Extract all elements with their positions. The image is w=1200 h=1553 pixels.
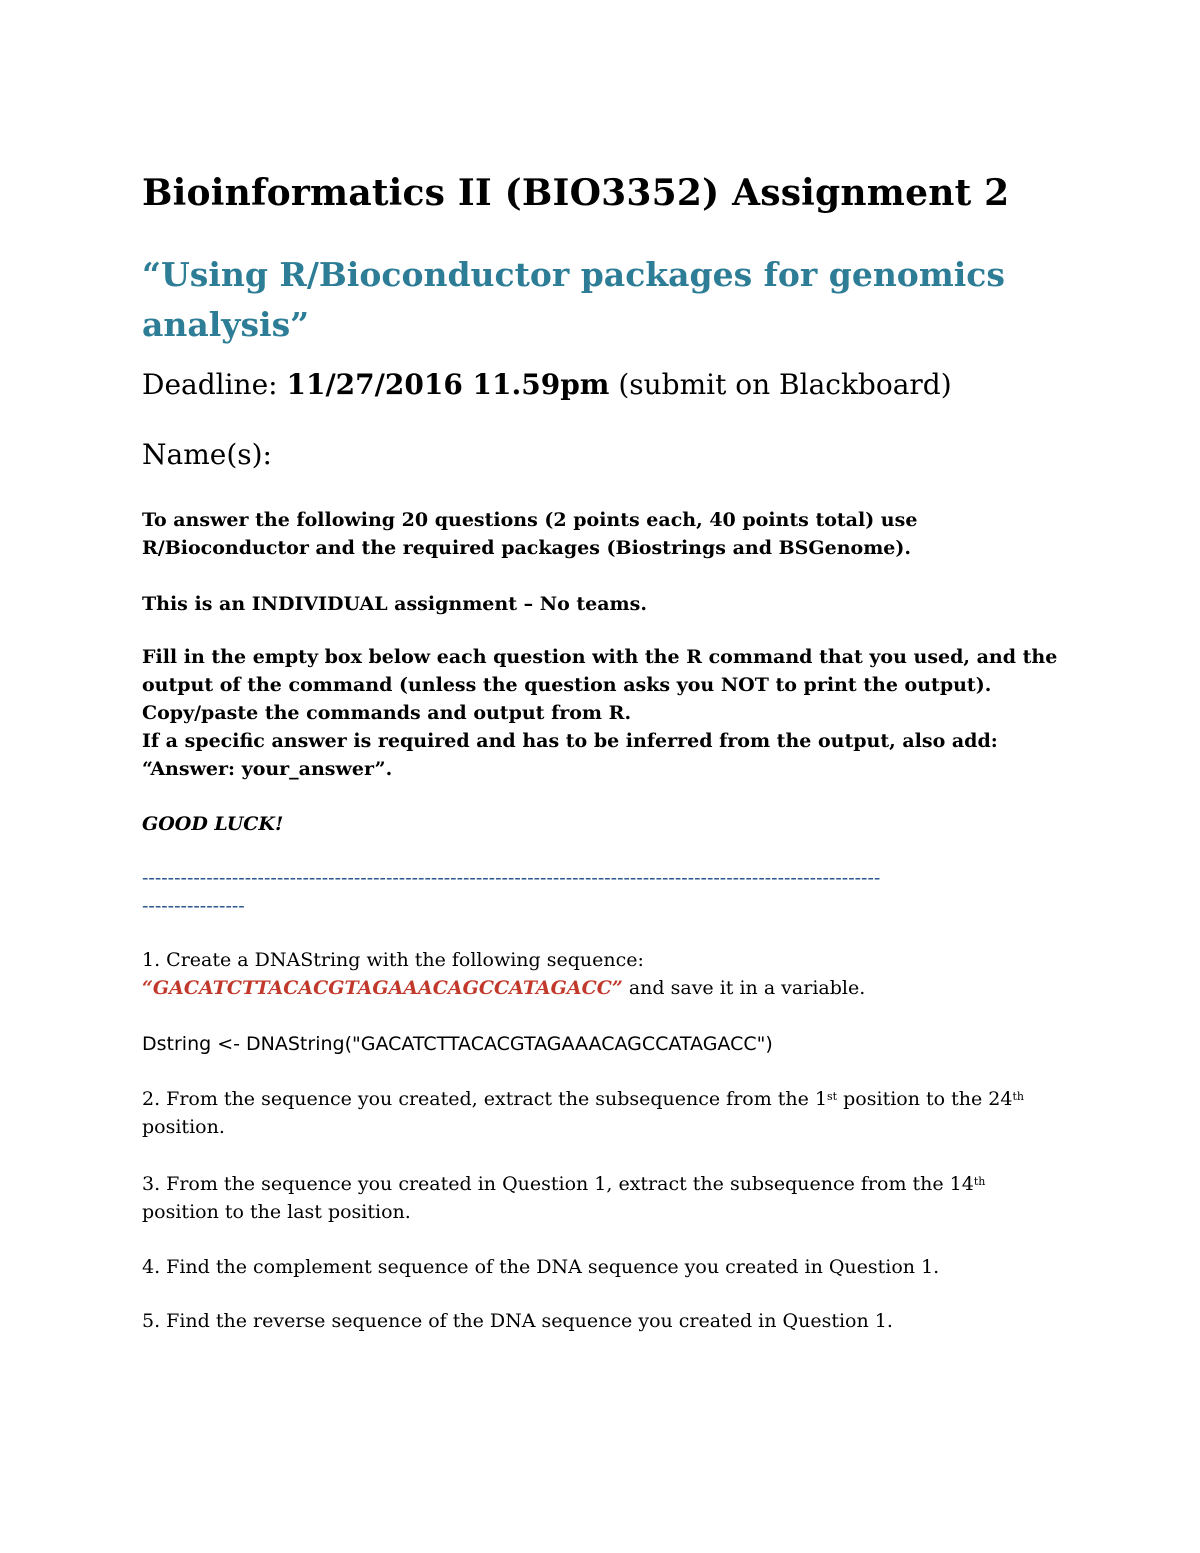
- document-title: Bioinformatics II (BIO3352) Assignment 2: [142, 172, 1010, 214]
- names-label: Name(s):: [142, 438, 272, 471]
- question-text: position.: [142, 1116, 225, 1138]
- instructions-line: To answer the following 20 questions (2 points each, 40 points total) use: [142, 509, 918, 531]
- answer-code: Dstring <- DNAString("GACATCTTACACGTAGAAACAGCCATAGACC"): [142, 1033, 773, 1055]
- question-3: [142, 1170, 985, 1226]
- deadline-note: (submit on Blackboard): [609, 368, 952, 401]
- divider: [142, 864, 1062, 920]
- question-5: 5. Find the reverse sequence of the DNA sequence you created in Question 1.: [142, 1310, 893, 1332]
- divider-line: -------------------------------------------------------------------------------------------------------------------: [142, 867, 881, 889]
- fill-instructions: [142, 643, 1057, 783]
- instructions-line: Copy/paste the commands and output from R.: [142, 702, 632, 724]
- question-1: [142, 946, 865, 1002]
- question-2: [142, 1085, 1024, 1141]
- question-text: 2. From the sequence you created, extract the subsequence from the 1: [142, 1088, 828, 1110]
- question-text: 1. Create a DNAString with the following sequence:: [142, 949, 644, 971]
- ordinal-suffix: th: [1012, 1090, 1024, 1103]
- instructions-line: output of the command (unless the question asks you NOT to print the output).: [142, 674, 992, 696]
- instructions-line: R/Bioconductor and the required packages (Biostrings and BSGenome).: [142, 537, 911, 559]
- good-luck-text: GOOD LUCK!: [142, 813, 284, 835]
- ordinal-suffix: st: [827, 1090, 838, 1103]
- ordinal-suffix: th: [973, 1175, 986, 1188]
- deadline-value: 11/27/2016 11.59pm: [286, 368, 610, 401]
- instructions-line: Fill in the empty box below each question with the R command that you used, and the: [142, 646, 1058, 668]
- document-subtitle: “Using R/Bioconductor packages for genomics analysis”: [142, 255, 1005, 344]
- dna-sequence: “GACATCTTACACGTAGAAACAGCCATAGACC”: [142, 977, 623, 999]
- question-text: position to the 24: [837, 1088, 1013, 1110]
- question-text: and save it in a variable.: [622, 977, 866, 999]
- question-text: 3. From the sequence you created in Question 1, extract the subsequence from the 14: [142, 1173, 974, 1195]
- divider-line: ----------------: [142, 895, 245, 917]
- individual-note: This is an INDIVIDUAL assignment – No teams.: [142, 593, 647, 615]
- question-text: position to the last position.: [142, 1201, 411, 1223]
- instructions-line: If a specific answer is required and has to be inferred from the output, also add:: [142, 730, 998, 752]
- instructions-intro: [142, 506, 917, 562]
- instructions-line: “Answer: your_answer”.: [142, 758, 393, 780]
- deadline-label: Deadline:: [142, 368, 287, 401]
- question-4: 4. Find the complement sequence of the DNA sequence you created in Question 1.: [142, 1256, 940, 1278]
- deadline-line: [142, 368, 952, 401]
